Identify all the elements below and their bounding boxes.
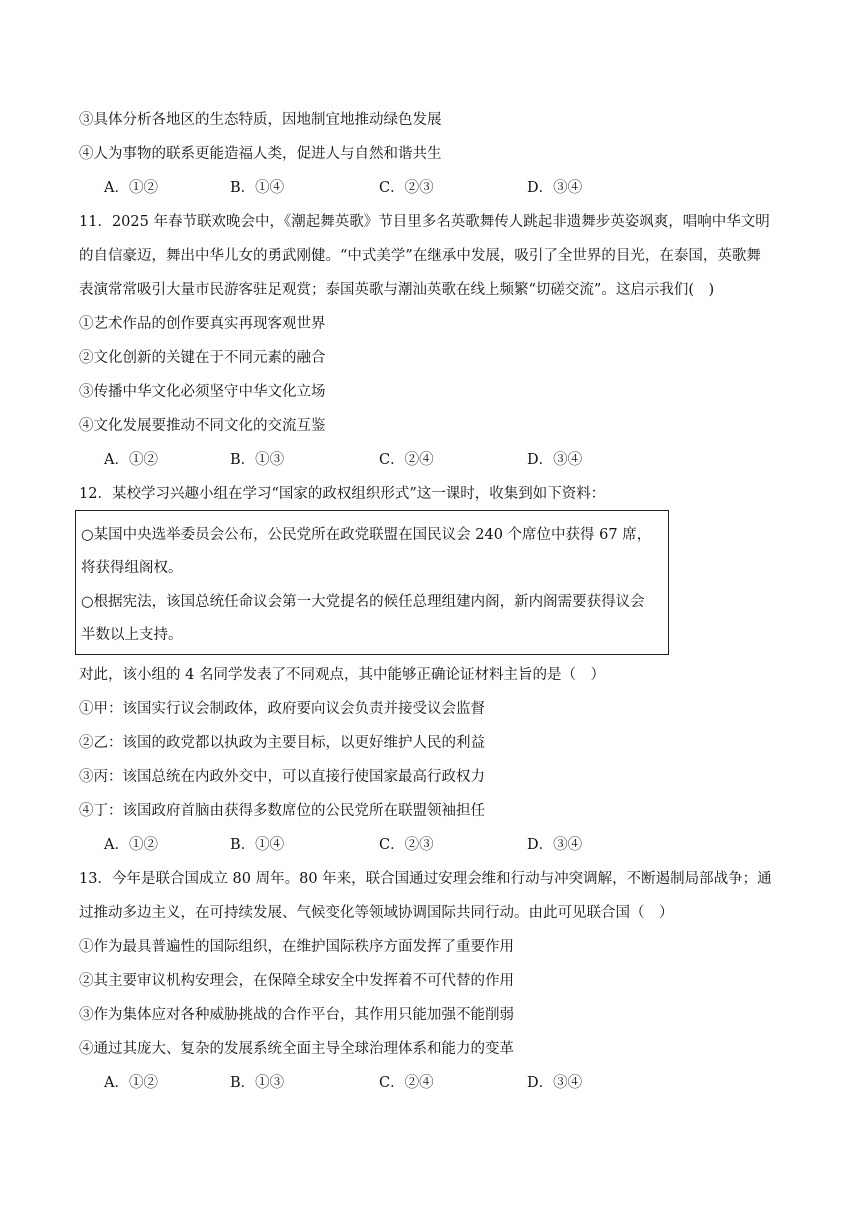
q12-option-1: ①甲：该国实行议会制政体，政府要向议会负责并接受议会监督 — [79, 701, 485, 717]
q12-question: 对此，该小组的 4 名同学发表了不同观点，其中能够正确论证材料主旨的是（ ） — [79, 667, 605, 683]
q11-choice-c: C．②④ — [379, 452, 434, 468]
q10-choice-b: B．①④ — [230, 180, 285, 196]
q12-option-2: ②乙：该国的政党都以执政为主要目标，以更好维护人民的利益 — [79, 735, 485, 751]
q11-choice-d: D．③④ — [527, 452, 583, 468]
q13-choice-a: A．①② — [104, 1075, 158, 1091]
q12-material-box — [75, 510, 669, 655]
q13-choice-d: D．③④ — [527, 1075, 583, 1091]
q13-option-4: ④通过其庞大、复杂的发展系统全面主导全球治理体系和能力的变革 — [79, 1041, 514, 1057]
q13-stem-line-2: 过推动多边主义，在可持续发展、气候变化等领域协调国际共同行动。由此可见联合国（ ） — [79, 905, 674, 921]
q11-option-4: ④文化发展要推动不同文化的交流互鉴 — [79, 418, 326, 434]
q12-choice-d: D．③④ — [527, 837, 583, 853]
q12-choice-a: A．①② — [104, 837, 158, 853]
q10-choices — [104, 178, 704, 198]
q12-choice-b: B．①④ — [230, 837, 285, 853]
q11-stem-line-1: 11．2025 年春节联欢晚会中，《潮起舞英歌》节目里多名英歌舞传人跳起非遗舞步英姿飒爽，唱响中华文明 — [79, 214, 770, 230]
q11-stem-line-2: 的自信豪迈，舞出中华儿女的勇武刚健。“中式美学”在继承中发展，吸引了全世界的目光，在泰国，英歌舞 — [79, 248, 761, 264]
q10-choice-c: C．②③ — [379, 180, 434, 196]
q11-option-1: ①艺术作品的创作要真实再现客观世界 — [79, 316, 326, 332]
q10-choice-a: A．①② — [104, 180, 158, 196]
q12-option-3: ③丙：该国总统在内政外交中，可以直接行使国家最高行政权力 — [79, 769, 485, 785]
q10-choice-d: D．③④ — [527, 180, 583, 196]
q11-option-2: ②文化创新的关键在于不同元素的融合 — [79, 350, 326, 366]
q11-choices — [104, 450, 704, 470]
q12-material-line-4: 半数以上支持。 — [81, 627, 183, 643]
q10-option-3: ③具体分析各地区的生态特质，因地制宜地推动绿色发展 — [79, 112, 442, 128]
q12-choices — [104, 835, 704, 855]
q10-option-4: ④人为事物的联系更能造福人类，促进人与自然和谐共生 — [79, 146, 442, 162]
q13-choice-b: B．①③ — [230, 1075, 285, 1091]
q12-stem: 12．某校学习兴趣小组在学习“国家的政权组织形式”这一课时，收集到如下资料： — [79, 486, 606, 502]
q13-stem-line-1: 13．今年是联合国成立 80 周年。80 年来，联合国通过安理会维和行动与冲突调解，不断遏制局部战争；通 — [79, 871, 772, 887]
q11-choice-b: B．①③ — [230, 452, 285, 468]
q13-option-3: ③作为集体应对各种威胁挑战的合作平台，其作用只能加强不能削弱 — [79, 1007, 514, 1023]
q12-choice-c: C．②③ — [379, 837, 434, 853]
q12-material-line-3: ○根据宪法，该国总统任命议会第一大党提名的候任总理组建内阁，新内阁需要获得议会 — [81, 594, 645, 610]
q12-material-line-2: 将获得组阁权。 — [81, 560, 183, 576]
q11-stem-line-3: 表演常常吸引大量市民游客驻足观赏；泰国英歌与潮汕英歌在线上频繁“切磋交流”。这启示我们( ) — [79, 282, 715, 298]
q11-option-3: ③传播中华文化必须坚守中华文化立场 — [79, 384, 326, 400]
q13-option-1: ①作为最具普遍性的国际组织，在维护国际秩序方面发挥了重要作用 — [79, 939, 514, 955]
q12-material-line-1: ○某国中央选举委员会公布，公民党所在政党联盟在国民议会 240 个席位中获得 67 席， — [81, 527, 652, 543]
q11-choice-a: A．①② — [104, 452, 158, 468]
q13-choice-c: C．②④ — [379, 1075, 434, 1091]
q13-choices — [104, 1073, 704, 1093]
q13-option-2: ②其主要审议机构安理会，在保障全球安全中发挥着不可代替的作用 — [79, 973, 514, 989]
q12-option-4: ④丁：该国政府首脑由获得多数席位的公民党所在联盟领袖担任 — [79, 803, 485, 819]
